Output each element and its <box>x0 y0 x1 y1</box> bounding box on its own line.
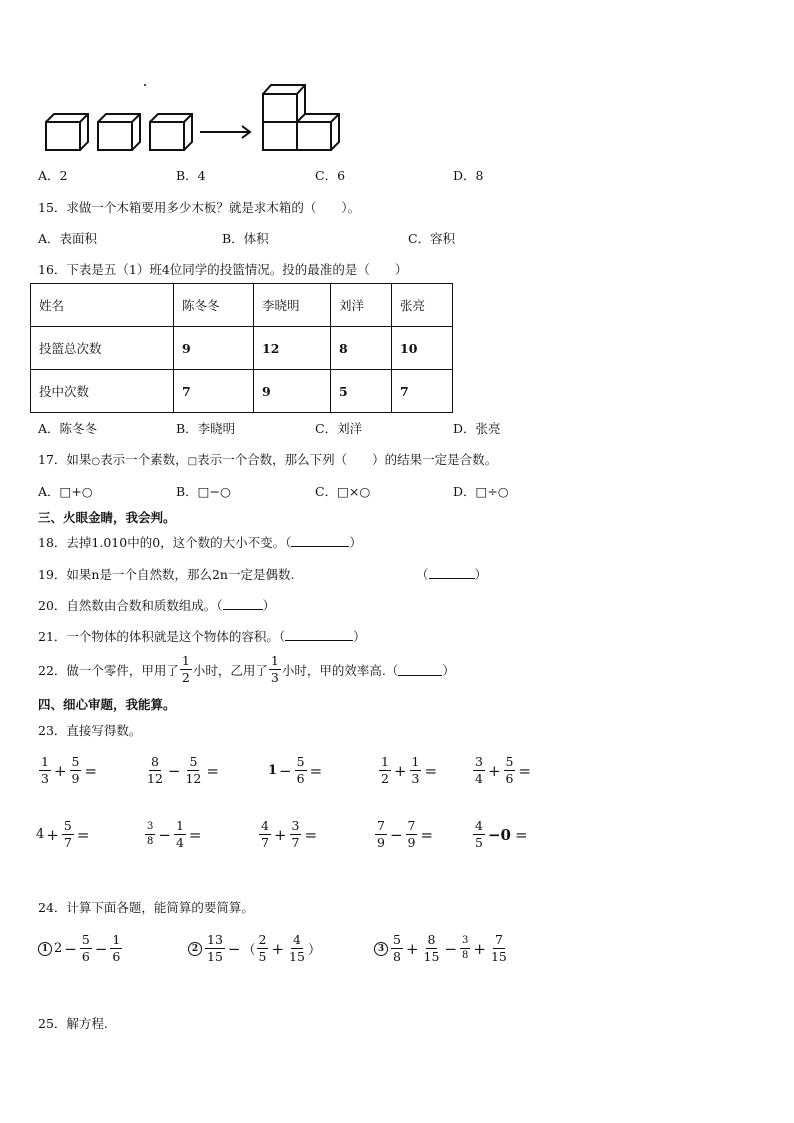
q22-text-b: 小时，乙用了 <box>192 662 268 678</box>
q14-option-a[interactable]: A．2 <box>38 168 68 183</box>
cube-figure <box>38 78 348 156</box>
q24-problem-2: 2 $\frac{13}{15}$ − （ $\frac{2}{5}$ + $\frac{4}{15}$ ） <box>188 933 321 964</box>
q23-item-2: $\frac{8}{12}$ − $\frac{5}{12}$ = <box>147 754 219 786</box>
table-row <box>31 370 453 413</box>
table-cell: 7 <box>392 370 453 413</box>
q17-option-c[interactable]: C．□×○ <box>315 484 371 499</box>
q25-stem: 25．解方程. <box>38 1016 108 1031</box>
q23-item-4: $\frac{1}{2}$ + $\frac{1}{3}$ = <box>381 754 438 786</box>
q22-close: ） <box>442 662 455 678</box>
table-cell: 12 <box>254 327 331 370</box>
table-cell: 7 <box>174 370 254 413</box>
q23-item-1: $\frac{1}{3}$ + $\frac{5}{9}$ = <box>41 754 98 786</box>
q16-option-c[interactable]: C．刘洋 <box>315 421 363 436</box>
table-cell: 10 <box>392 327 453 370</box>
q23-item-5: $\frac{3}{4}$ + $\frac{5}{6}$ = <box>475 754 532 786</box>
q24-stem: 24．计算下面各题，能简算的要简算。 <box>38 900 254 915</box>
q24-problem-3: 3 $\frac{5}{8}$ + $\frac{8}{15}$ − $\frac{3}{8}$ + $\frac{7}{15}$ <box>374 933 510 964</box>
table-cell: 刘洋 <box>331 284 392 327</box>
q15-option-a[interactable]: A．表面积 <box>38 231 98 246</box>
q14-option-b[interactable]: B．4 <box>176 168 206 183</box>
q15-stem: 15．求做一个木箱要用多少木板？就是求木箱的（ ）。 <box>38 200 361 215</box>
table-cell: 陈冬冬 <box>174 284 254 327</box>
table-row <box>31 284 453 327</box>
q23-item-7: $\frac{3}{8}$ − $\frac{1}{4}$ = <box>147 818 202 850</box>
q20-answer-blank[interactable] <box>223 597 263 610</box>
table-cell: 投篮总次数 <box>31 327 174 370</box>
q19-text: 19．如果n是一个自然数，那么2n一定是偶数. <box>38 567 295 582</box>
q23-stem: 23．直接写得数。 <box>38 723 142 738</box>
table-cell: 投中次数 <box>31 370 174 413</box>
table-cell: 李晓明 <box>254 284 331 327</box>
q17-option-a[interactable]: A．□+○ <box>38 484 93 499</box>
q16-option-d[interactable]: D．张亮 <box>453 421 501 436</box>
q22-answer-blank[interactable] <box>398 663 442 676</box>
q16-option-b[interactable]: B．李晓明 <box>176 421 236 436</box>
q19 <box>38 565 294 583</box>
q17-option-b[interactable]: B．□−○ <box>176 484 231 499</box>
circle-symbol: ○ <box>91 456 101 467</box>
table-cell: 5 <box>331 370 392 413</box>
q18 <box>38 533 362 551</box>
q24-problem-1: 1 2 − $\frac{5}{6}$ − $\frac{1}{6}$ <box>38 933 123 964</box>
square-symbol: □ <box>187 456 198 467</box>
shooting-table <box>30 283 453 413</box>
circled-number: 3 <box>374 942 388 956</box>
q19-answer-blank[interactable] <box>429 566 475 579</box>
q18-close: ） <box>349 535 362 550</box>
q20-close: ） <box>262 598 276 613</box>
q19-close: ） <box>474 567 488 582</box>
q15-option-b[interactable]: B．体积 <box>222 231 269 246</box>
q22-text-c: 小时，甲的效率高.（ <box>281 662 399 678</box>
q23-item-9: $\frac{7}{9}$ − $\frac{7}{9}$ = <box>377 818 434 850</box>
circled-number: 2 <box>188 942 202 956</box>
q17-stem-b: 表示一个素数， <box>100 452 188 467</box>
q16-option-a[interactable]: A．陈冬冬 <box>38 421 98 436</box>
q17-stem-a: 17．如果 <box>38 452 92 467</box>
q20 <box>38 596 275 614</box>
q21-close: ） <box>353 629 366 644</box>
circled-number: 1 <box>38 942 52 956</box>
q22 <box>38 654 455 685</box>
q21-answer-blank[interactable] <box>285 628 353 641</box>
q23-item-6: 4 + $\frac{5}{7}$ = <box>36 818 90 850</box>
q14-option-d[interactable]: D．8 <box>453 168 484 183</box>
q15-option-c[interactable]: C．容积 <box>408 231 456 246</box>
table-cell: 9 <box>174 327 254 370</box>
table-cell: 9 <box>254 370 331 413</box>
single-cube-1 <box>46 114 88 150</box>
section-3-heading: 三、火眼金睛，我会判。 <box>38 510 176 525</box>
q22-text-a: 22．做一个零件，甲用了 <box>38 662 179 678</box>
q21-text: 21．一个物体的体积就是这个物体的容积。（ <box>38 629 286 644</box>
q16-stem: 16．下表是五（1）班4位同学的投篮情况。投的最准的是（ ） <box>38 262 408 277</box>
table-cell: 张亮 <box>392 284 453 327</box>
q23-item-10: $\frac{4}{5}$ −0 = <box>475 818 528 850</box>
q21 <box>38 627 366 645</box>
q20-text: 20．自然数由合数和质数组成。（ <box>38 598 223 613</box>
q17-stem-c: 表示一个合数，那么下列（ ）的结果一定是合数。 <box>197 452 498 467</box>
q23-item-8: $\frac{4}{7}$ + $\frac{3}{7}$ = <box>261 818 318 850</box>
fraction: $\frac{1}{3}$ <box>270 653 279 685</box>
single-cube-3 <box>150 114 192 150</box>
fraction: $\frac{1}{2}$ <box>181 653 190 685</box>
q18-text: 18．去掉1.010中的0，这个数的大小不变。（ <box>38 535 292 550</box>
table-row <box>31 327 453 370</box>
table-cell: 姓名 <box>31 284 174 327</box>
q23-item-3: 1 − $\frac{5}{6}$ = <box>268 754 323 786</box>
q19-answer <box>416 565 487 583</box>
table-cell: 8 <box>331 327 392 370</box>
q19-open: （ <box>416 567 429 582</box>
single-cube-2 <box>98 114 140 150</box>
arrow-icon <box>200 126 250 138</box>
q17-stem <box>38 450 497 468</box>
q18-answer-blank[interactable] <box>291 534 349 547</box>
q17-option-d[interactable]: D．□÷○ <box>453 484 509 499</box>
stacked-cubes <box>263 85 339 150</box>
q14-option-c[interactable]: C．6 <box>315 168 346 183</box>
section-4-heading: 四、细心审题，我能算。 <box>38 697 176 712</box>
